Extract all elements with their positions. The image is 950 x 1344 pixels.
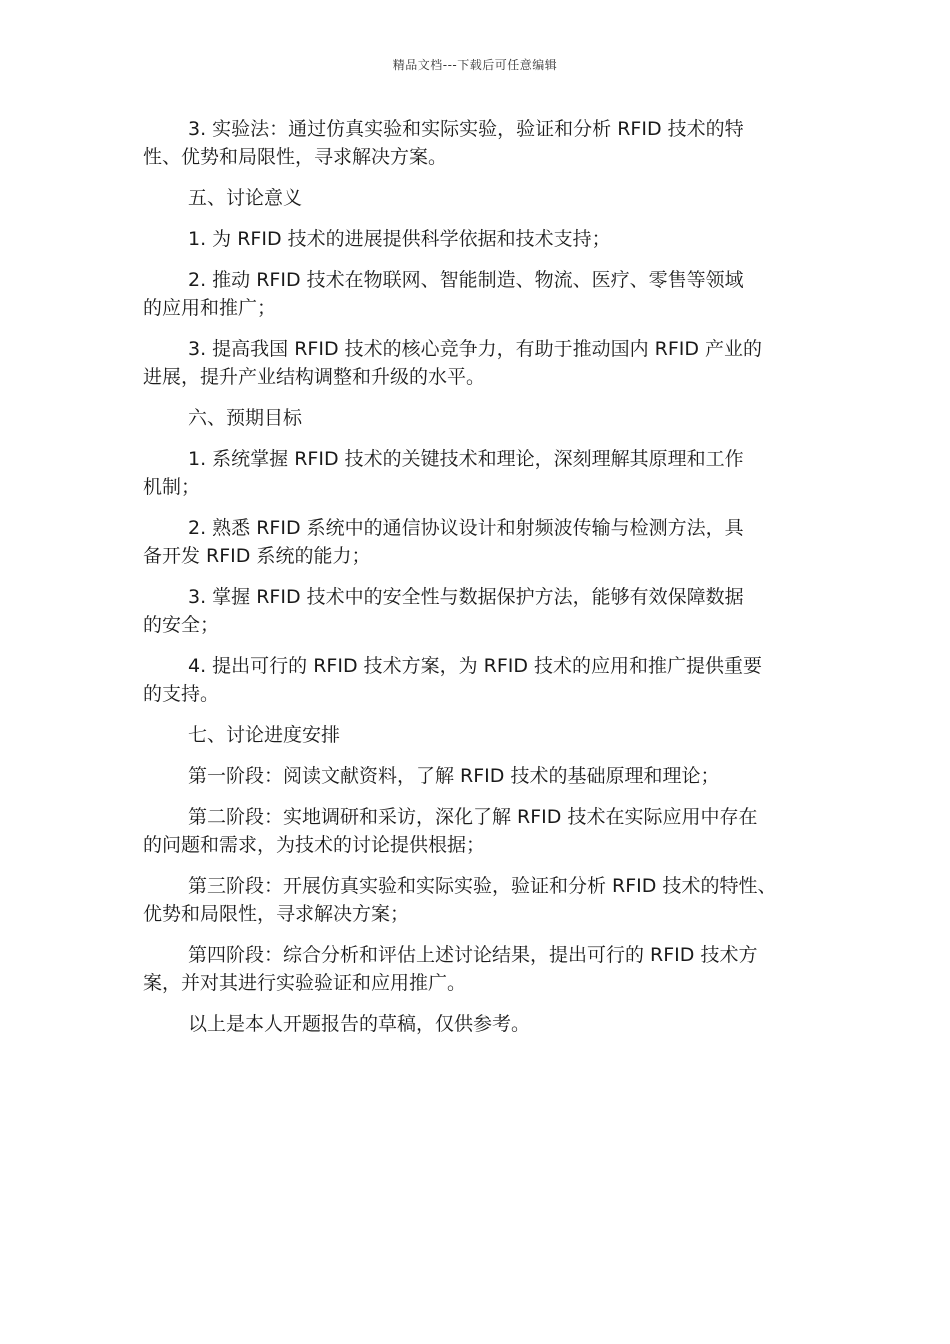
paragraph-line: 的安全； [143,614,220,636]
section-heading [143,721,813,749]
paragraph-line: 1. 系统掌握 RFID 技术的关键技术和理论，深刻理解其原理和工作 [188,448,744,470]
paragraph [143,335,813,391]
paragraph-line: 的支持。 [143,683,220,705]
paragraph [143,514,813,570]
paragraph-line: 3. 掌握 RFID 技术中的安全性与数据保护方法，能够有效保障数据 [188,586,744,608]
paragraph-line: 备开发 RFID 系统的能力； [143,545,371,567]
paragraph-line: 以上是本人开题报告的草稿，仅供参考。 [188,1013,531,1035]
paragraph-line: 优势和局限性，寻求解决方案； [143,903,410,925]
paragraph [143,583,813,639]
paragraph-line: 性、优势和局限性，寻求解决方案。 [143,146,448,168]
section-heading-text: 六、预期目标 [188,407,303,429]
paragraph [143,652,813,708]
paragraph [143,803,813,859]
paragraph [143,1010,813,1038]
paragraph-line: 的问题和需求，为技术的讨论提供根据； [143,834,486,856]
section-heading-text: 七、讨论进度安排 [188,724,341,746]
paragraph-line: 机制； [143,476,201,498]
paragraph-line: 2. 推动 RFID 技术在物联网、智能制造、物流、医疗、零售等领域 [188,269,744,291]
section-heading-text: 五、讨论意义 [188,187,303,209]
paragraph-line: 第一阶段：阅读文献资料，了解 RFID 技术的基础原理和理论； [188,765,720,787]
paragraph-line: 2. 熟悉 RFID 系统中的通信协议设计和射频波传输与检测方法，具 [188,517,744,539]
document-body [143,115,813,1051]
paragraph-line: 4. 提出可行的 RFID 技术方案，为 RFID 技术的应用和推广提供重要 [188,655,763,677]
paragraph-line: 进展，提升产业结构调整和升级的水平。 [143,366,486,388]
paragraph-line: 3. 实验法：通过仿真实验和实际实验，验证和分析 RFID 技术的特 [188,118,744,140]
paragraph-line: 第三阶段：开展仿真实验和实际实验，验证和分析 RFID 技术的特性、 [188,875,777,897]
paragraph-line: 1. 为 RFID 技术的进展提供科学依据和技术支持； [188,228,611,250]
paragraph [143,762,813,790]
paragraph [143,872,813,928]
section-heading [143,184,813,212]
paragraph-line: 案，并对其进行实验验证和应用推广。 [143,972,467,994]
paragraph [143,225,813,253]
paragraph-line: 第二阶段：实地调研和采访，深化了解 RFID 技术在实际应用中存在 [188,806,758,828]
paragraph-line: 3. 提高我国 RFID 技术的核心竞争力，有助于推动国内 RFID 产业的 [188,338,763,360]
paragraph [143,941,813,997]
page-header: 精品文档---下载后可任意编辑 [392,58,558,72]
paragraph-line: 第四阶段：综合分析和评估上述讨论结果，提出可行的 RFID 技术方 [188,944,758,966]
paragraph-line: 的应用和推广； [143,297,277,319]
section-heading [143,404,813,432]
paragraph [143,266,813,322]
paragraph [143,115,813,171]
paragraph [143,445,813,501]
